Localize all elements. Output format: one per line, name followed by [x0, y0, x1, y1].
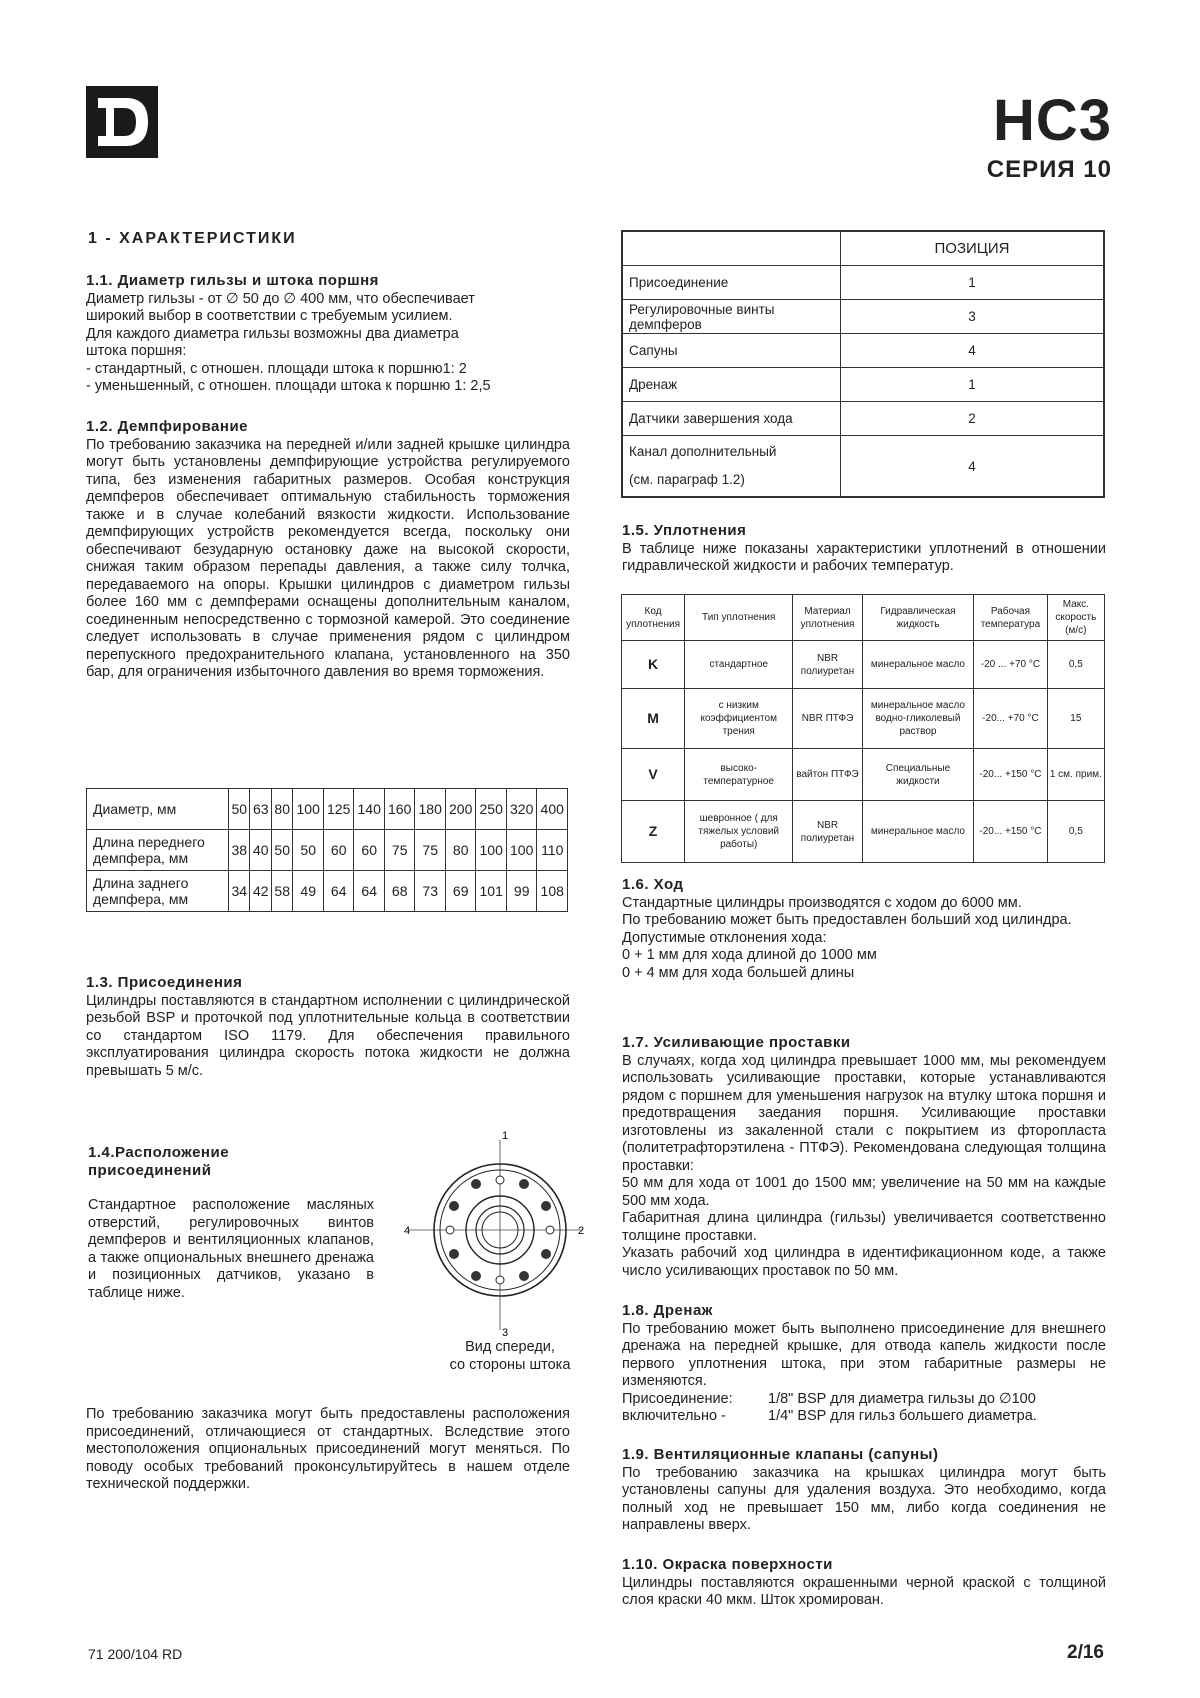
- table-row: [622, 436, 1104, 498]
- row-label: Дренаж: [622, 368, 841, 402]
- table-cell: 38: [229, 830, 250, 871]
- s16-line: 0 + 1 мм для хода длиной до 1000 мм: [622, 947, 877, 963]
- table-cell: 42: [250, 871, 271, 912]
- section-1-7-title: 1.7. Усиливающие проставки: [622, 1034, 851, 1051]
- port-position-table: [621, 230, 1105, 498]
- table-row: [87, 871, 568, 912]
- table-row: [622, 641, 1105, 689]
- row-label-line: Канал дополнительный: [629, 444, 777, 459]
- s18-line: [622, 1408, 1106, 1426]
- company-logo: [86, 86, 158, 158]
- table-cell: 75: [384, 830, 415, 871]
- table-row: [87, 789, 568, 830]
- table-cell: с низким коэффициентом трения: [685, 689, 793, 749]
- table-row: [622, 368, 1104, 402]
- table-cell: 108: [537, 871, 568, 912]
- table-cell: 100: [506, 830, 537, 871]
- table-cell: 58: [271, 871, 292, 912]
- s18-label: включительно -: [622, 1408, 726, 1424]
- section-1-9-title: 1.9. Вентиляционные клапаны (сапуны): [622, 1446, 939, 1463]
- table-cell: 75: [415, 830, 446, 871]
- table-cell: 64: [323, 871, 354, 912]
- table-cell: 140: [354, 789, 385, 830]
- row-label: [622, 436, 841, 498]
- s18-line: [622, 1391, 1106, 1409]
- section-1-1-title: 1.1. Диаметр гильзы и штока поршня: [86, 272, 379, 289]
- table-cell: 15: [1047, 689, 1104, 749]
- table-cell: 110: [537, 830, 568, 871]
- section-1-4-title-line: 1.4.Расположение: [88, 1144, 230, 1161]
- table-cell: стандартное: [685, 641, 793, 689]
- s11-line: - уменьшенный, с отношен. площади штока к поршню 1: 2,5: [86, 378, 491, 394]
- table-header-row: [622, 595, 1105, 641]
- table-cell: 73: [415, 871, 446, 912]
- section-1-4-note: [86, 1406, 570, 1494]
- row-label: Длина переднего демпфера, мм: [87, 830, 229, 871]
- row-label: Датчики завершения хода: [622, 402, 841, 436]
- table-cell: 60: [354, 830, 385, 871]
- section-1-5-title: 1.5. Уплотнения: [622, 522, 747, 539]
- s17-text: Габаритная длина цилиндра (гильзы) увеличивается соответственно толщине проставки.: [622, 1210, 1106, 1244]
- table-cell: 50: [271, 830, 292, 871]
- table-header: ПОЗИЦИЯ: [841, 231, 1105, 266]
- table-cell: M: [622, 689, 685, 749]
- table-row: [622, 300, 1104, 334]
- s11-line: широкий выбор в соответствии с требуемым усилием.: [86, 308, 453, 324]
- table-cell: 400: [537, 789, 568, 830]
- diagram-caption: [430, 1338, 590, 1374]
- table-cell: 0,5: [1047, 801, 1104, 863]
- page-number: 2/16: [1067, 1642, 1104, 1663]
- table-cell: 50: [229, 789, 250, 830]
- table-cell: 40: [250, 830, 271, 871]
- table-cell: 320: [506, 789, 537, 830]
- s18-label: Присоединение:: [622, 1390, 733, 1407]
- section-1-3-text: Цилиндры поставляются в стандартном исполнении с цилиндрической резьбой BSP и проточкой под уплотнительные кольца в соответствии со стандартом ISO 1179. Для обеспечения правильного эксплуатирования цилиндра скорость потока жидкости не должна превышать 5 м/с.: [86, 992, 570, 1079]
- table-row: [622, 749, 1105, 801]
- table-cell: 2: [841, 402, 1105, 436]
- s19-text: По требованию заказчика на крышках цилиндра могут быть установлены сапуны для удаления воздуха. Это необходимо, когда полный ход не превышает 150 мм, либо когда соединения не направлены вверх.: [622, 1464, 1106, 1533]
- table-row: [622, 402, 1104, 436]
- s18-value: 1/8" BSP для диаметра гильзы до ∅100: [768, 1390, 1036, 1407]
- section-1-4-text: Стандартное расположение масляных отверстий, регулировочных винтов демпферов и вентиляционных клапанов, а также опциональных внешнего дренажа и позиционных датчиков, указано в таблице ниже.: [88, 1197, 374, 1301]
- s11-line: штока поршня:: [86, 343, 187, 359]
- table-cell: 200: [445, 789, 476, 830]
- table-cell: 50: [293, 830, 324, 871]
- section-1-10: [622, 1556, 1106, 1610]
- doc-code: 71 200/104 RD: [88, 1646, 183, 1662]
- diagram-caption-line: со стороны штока: [449, 1357, 571, 1373]
- table-cell: 0,5: [1047, 641, 1104, 689]
- table-cell: шевронное ( для тяжелых условий работы): [685, 801, 793, 863]
- table-cell: 80: [445, 830, 476, 871]
- table-cell: 80: [271, 789, 292, 830]
- row-label: Сапуны: [622, 334, 841, 368]
- s11-line: Диаметр гильзы - от ∅ 50 до ∅ 400 мм, что обеспечивает: [86, 290, 475, 307]
- diagram-label-left: 4: [404, 1225, 411, 1237]
- seal-table: [621, 594, 1105, 863]
- diagram-label-bottom: 3: [502, 1327, 509, 1338]
- table-cell: 68: [384, 871, 415, 912]
- table-cell: -20... +150 °C: [974, 749, 1047, 801]
- s17-text: 50 мм для хода от 1001 до 1500 мм; увеличение на 50 мм на каждые 500 мм хода.: [622, 1175, 1106, 1209]
- section-1-2-title: 1.2. Демпфирование: [86, 418, 249, 435]
- section-1-8: [622, 1302, 1106, 1426]
- table-cell: -20... +70 °C: [974, 689, 1047, 749]
- table-header: Код уплотнения: [622, 595, 685, 641]
- row-label: Диаметр, мм: [87, 789, 229, 830]
- table-cell: 160: [384, 789, 415, 830]
- table-header: Рабочая температура: [974, 595, 1047, 641]
- diagram-caption-line: Вид спереди,: [465, 1339, 555, 1355]
- series-title: СЕРИЯ 10: [986, 156, 1112, 183]
- table-cell: 1: [841, 368, 1105, 402]
- section-1-7: [622, 1034, 1106, 1280]
- section-1-2-text: По требованию заказчика на передней и/или задней крышке цилиндра могут быть установлены демпфирующие устройства регулируемого типа, без изменения габаритных размеров. Особая конструкция демпферов обеспечивает оптимальную стабильность торможения также и в случае колебаний вязкости жидкости. Использование демпфирующих устройств рекомендуется всегда, поскольку они обеспечивают безударную остановку даже на высокой скорости, снижая таким образом перепады давления, а также силу толчка, передаваемого на опоры. Крышки цилиндров с диаметром гильзы более 160 мм с демпферами оснащены дополнительным каналом, соединенным непосредственно с тормозной камерой. Это соединение следует использовать в случае применения рядом с цилиндром перепускного предохранительного клапана, установленного на 350 бар, для ограничения избыточного давления во время торможения.: [86, 436, 570, 680]
- table-cell: 250: [476, 789, 507, 830]
- table-cell: минеральное масло: [862, 641, 974, 689]
- section-1-3: [86, 974, 570, 1080]
- table-header: Материал уплотнения: [793, 595, 862, 641]
- table-header: Гидравлическая жидкость: [862, 595, 974, 641]
- section-1-1: [86, 272, 570, 396]
- table-cell: 100: [476, 830, 507, 871]
- table-cell: 34: [229, 871, 250, 912]
- section-1-5-text: В таблице ниже показаны характеристики уплотнений в отношении гидравлической жидкости и рабочих температур.: [622, 540, 1106, 574]
- diagram-label-top: 1: [502, 1130, 509, 1142]
- table-cell: 99: [506, 871, 537, 912]
- table-cell: 4: [841, 436, 1105, 498]
- section-1-4: [88, 1144, 374, 1302]
- section-1-2: [86, 418, 570, 682]
- s16-line: Стандартные цилиндры производятся с ходом до 6000 мм.: [622, 894, 1022, 911]
- table-row: [622, 801, 1105, 863]
- table-cell: минеральное масло: [862, 801, 974, 863]
- table-cell: -20... +150 °C: [974, 801, 1047, 863]
- section-1-3-title: 1.3. Присоединения: [86, 974, 243, 991]
- s16-line: Допустимые отклонения хода:: [622, 929, 827, 946]
- table-cell: NBR ПТФЭ: [793, 689, 862, 749]
- section-title: 1 - ХАРАКТЕРИСТИКИ: [88, 230, 297, 247]
- s18-text: По требованию может быть выполнено присоединение для внешнего дренажа на передней крышке, для отвода капель жидкости после первого уплотнения штока, при этом габаритные размеры не изменяются.: [622, 1320, 1106, 1389]
- table-cell: 1: [841, 266, 1105, 300]
- section-1-4-title-line: присоединений: [88, 1161, 212, 1179]
- table-cell: минеральное масло водно-гликолевый раствор: [862, 689, 974, 749]
- table-row: [87, 830, 568, 871]
- table-cell: Z: [622, 801, 685, 863]
- table-cell: [622, 231, 841, 266]
- table-cell: 3: [841, 300, 1105, 334]
- table-cell: 60: [323, 830, 354, 871]
- table-cell: 64: [354, 871, 385, 912]
- section-1-4-note-text: По требованию заказчика могут быть предоставлены расположения присоединений, отличающиеся от стандартных. Вследствие этого местоположения опциональных присоединений могут меняться. По поводу особых требований проконсультируйтесь в нашем отделе технической поддержки.: [86, 1406, 570, 1492]
- section-1-8-title: 1.8. Дренаж: [622, 1302, 713, 1319]
- table-cell: 100: [293, 789, 324, 830]
- table-cell: высоко-температурное: [685, 749, 793, 801]
- row-label: Присоединение: [622, 266, 841, 300]
- row-label: Регулировочные винты демпферов: [622, 300, 841, 334]
- row-label-line: (см. параграф 1.2): [629, 472, 745, 487]
- section-1-6: [622, 876, 1106, 982]
- s11-line: Для каждого диаметра гильзы возможны два диаметра: [86, 325, 459, 342]
- s11-line: - стандартный, с отношен. площади штока к поршню1: 2: [86, 360, 467, 377]
- section-1-10-title: 1.10. Окраска поверхности: [622, 1556, 833, 1573]
- section-1-9: [622, 1446, 1106, 1535]
- table-row: [622, 231, 1104, 266]
- s110-text: Цилиндры поставляются окрашенными черной краской с толщиной слоя краски 40 мкм. Шток хромирован.: [622, 1574, 1106, 1608]
- table-cell: K: [622, 641, 685, 689]
- table-cell: 63: [250, 789, 271, 830]
- section-1-4-title: [88, 1144, 374, 1179]
- damper-length-table: [86, 788, 568, 912]
- section-1-5: [622, 522, 1106, 576]
- table-cell: V: [622, 749, 685, 801]
- table-row: [622, 689, 1105, 749]
- s17-text: Указать рабочий ход цилиндра в идентификационном коде, а также число усиливающих проставок по 50 мм.: [622, 1245, 1106, 1279]
- s17-text: В случаях, когда ход цилиндра превышает 1000 мм, мы рекомендуем использовать усиливающие проставки, которые устанавливаются рядом с поршнем для уменьшения нагрузок на втулку штока поршня и предотвращения заедания поршня. Усиливающие проставки изготовлены из закаленной стали с покрытием из фторопласта (политетрафторэтилена - ПТФЭ). Рекомендована следующая толщина проставки:: [622, 1052, 1106, 1174]
- table-cell: 180: [415, 789, 446, 830]
- table-cell: Специальные жидкости: [862, 749, 974, 801]
- table-row: [622, 334, 1104, 368]
- s18-value: 1/4" BSP для гильз большего диаметра.: [768, 1408, 1037, 1424]
- model-title: HC3: [992, 88, 1112, 153]
- table-header: Макс. скорость (м/с): [1047, 595, 1104, 641]
- s16-line: По требованию может быть предоставлен больший ход цилиндра.: [622, 912, 1072, 928]
- table-cell: 125: [323, 789, 354, 830]
- section-1-6-title: 1.6. Ход: [622, 876, 684, 893]
- table-cell: -20 ... +70 °C: [974, 641, 1047, 689]
- table-cell: 4: [841, 334, 1105, 368]
- table-cell: NBR полиуретан: [793, 801, 862, 863]
- table-row: [622, 266, 1104, 300]
- table-cell: 69: [445, 871, 476, 912]
- s16-line: 0 + 4 мм для хода большей длины: [622, 964, 855, 981]
- row-label: Длина заднего демпфера, мм: [87, 871, 229, 912]
- diagram-label-right: 2: [578, 1225, 585, 1237]
- table-cell: 49: [293, 871, 324, 912]
- table-cell: 1 см. прим.: [1047, 749, 1104, 801]
- table-header: Тип уплотнения: [685, 595, 793, 641]
- table-cell: вайтон ПТФЭ: [793, 749, 862, 801]
- port-position-diagram: [402, 1130, 588, 1338]
- table-cell: NBR полиуретан: [793, 641, 862, 689]
- table-cell: 101: [476, 871, 507, 912]
